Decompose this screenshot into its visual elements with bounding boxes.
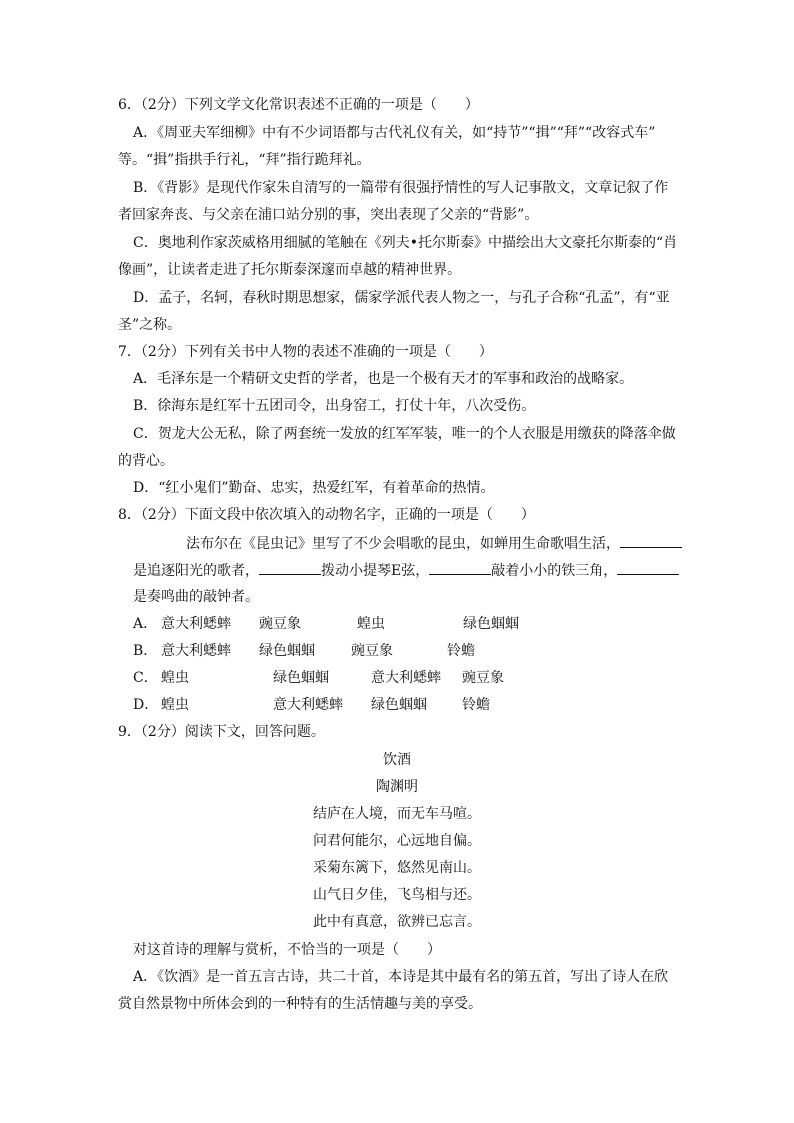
poem-line-4: 山气日夕佳，飞鸟相与还。 bbox=[313, 887, 481, 903]
q7-option-b: B．徐海东是红军十五团司令，出身窑工，打仗十年，八次受伤。 bbox=[133, 398, 536, 414]
q6-option-a-line2: 等。“揖”指拱手行礼，“拜”指行跪拜礼。 bbox=[118, 152, 371, 168]
q8-option-d: D． 蝗虫 意大利蟋蟀 绿色蝈蝈 铃蟾 bbox=[133, 697, 490, 713]
q6-option-a-line1: A．《周亚夫军细柳》中有不少词语都与古代礼仪有关，如“持节”“揖”“拜”“改容式车” bbox=[133, 125, 656, 141]
q6-option-b-line1: B．《背影》是现代作家朱自清写的一篇带有很强抒情性的写人记事散文，文章记叙了作 bbox=[133, 180, 669, 196]
q8-passage-line2: 是追逐阳光的歌者， 拨动小提琴E弦， 敲着小小的铁三角， bbox=[133, 561, 679, 580]
q7-option-c-line2: 的背心。 bbox=[118, 453, 174, 469]
q8-option-c: C． 蝗虫 绿色蝈蝈 意大利蟋蟀 豌豆象 bbox=[133, 670, 504, 686]
q6-option-c-line2: 像画”，让读者走进了托尔斯泰深邃而卓越的精神世界。 bbox=[118, 262, 462, 278]
q6-option-c-line1: C．奥地利作家茨威格用细腻的笔触在《列夫•托尔斯泰》中描绘出大文豪托尔斯泰的“肖 bbox=[133, 235, 678, 251]
poem-title: 饮酒 bbox=[383, 752, 411, 768]
question-9-stem: 9．（2分）阅读下文，回答问题。 bbox=[118, 724, 325, 740]
fill-blank-2 bbox=[259, 561, 321, 575]
poem-line-5: 此中有真意，欲辨已忘言。 bbox=[313, 914, 481, 930]
q9-option-a-line1: A．《饮酒》是一首五言古诗，共二十首，本诗是其中最有名的第五首，写出了诗人在欣 bbox=[133, 969, 669, 985]
question-7-stem: 7．（2分）下列有关书中人物的表述不准确的一项是（ ） bbox=[118, 344, 493, 360]
fill-blank-4 bbox=[617, 561, 679, 575]
fill-blank-1 bbox=[620, 534, 682, 548]
poem-author: 陶渊明 bbox=[376, 779, 418, 795]
q8-passage-line1: 法布尔在《昆虫记》里写了不少会唱歌的昆虫，如蝉用生命歌唱生活， bbox=[186, 534, 682, 553]
question-8-stem: 8．（2分）下面文段中依次填入的动物名字，正确的一项是（ ） bbox=[118, 507, 535, 523]
q9-question: 对这首诗的理解与赏析，不恰当的一项是（ ） bbox=[133, 942, 441, 958]
q6-option-b-line2: 者回家奔丧、与父亲在浦口站分别的事，突出表现了父亲的“背影”。 bbox=[118, 207, 539, 223]
q9-option-a-line2: 赏自然景物中所体会到的一种特有的生活情趣与美的享受。 bbox=[118, 996, 482, 1012]
q7-option-a: A．毛泽东是一个精研文史哲的学者，也是一个极有天才的军事和政治的战略家。 bbox=[133, 371, 634, 387]
q8-option-b: B． 意大利蟋蟀 绿色蝈蝈 豌豆象 铃蟾 bbox=[133, 643, 475, 659]
fill-blank-3 bbox=[429, 561, 491, 575]
q7-option-d: D．“红小鬼们”勤奋、忠实，热爱红军，有着革命的热情。 bbox=[133, 480, 495, 496]
q8-option-a: A． 意大利蟋蟀 豌豆象 蝗虫 绿色蝈蝈 bbox=[133, 616, 519, 632]
q6-option-d-line1: D．孟子，名轲，春秋时期思想家，儒家学派代表人物之一，与孔子合称“孔孟”，有“亚 bbox=[133, 290, 670, 306]
q6-option-d-line2: 圣”之称。 bbox=[118, 317, 182, 333]
question-6-stem: 6．（2分）下列文学文化常识表述不正确的一项是（ ） bbox=[118, 97, 479, 113]
q7-option-c-line1: C．贺龙大公无私，除了两套统一发放的红军军装，唯一的个人衣服是用缴获的降落伞做 bbox=[133, 426, 676, 442]
poem-line-2: 问君何能尔，心远地自偏。 bbox=[313, 833, 481, 849]
poem-line-1: 结庐在人境，而无车马喧。 bbox=[313, 806, 481, 822]
poem-line-3: 采菊东篱下，悠然见南山。 bbox=[313, 860, 481, 876]
q8-passage-line3: 是奏鸣曲的敲钟者。 bbox=[133, 589, 259, 605]
